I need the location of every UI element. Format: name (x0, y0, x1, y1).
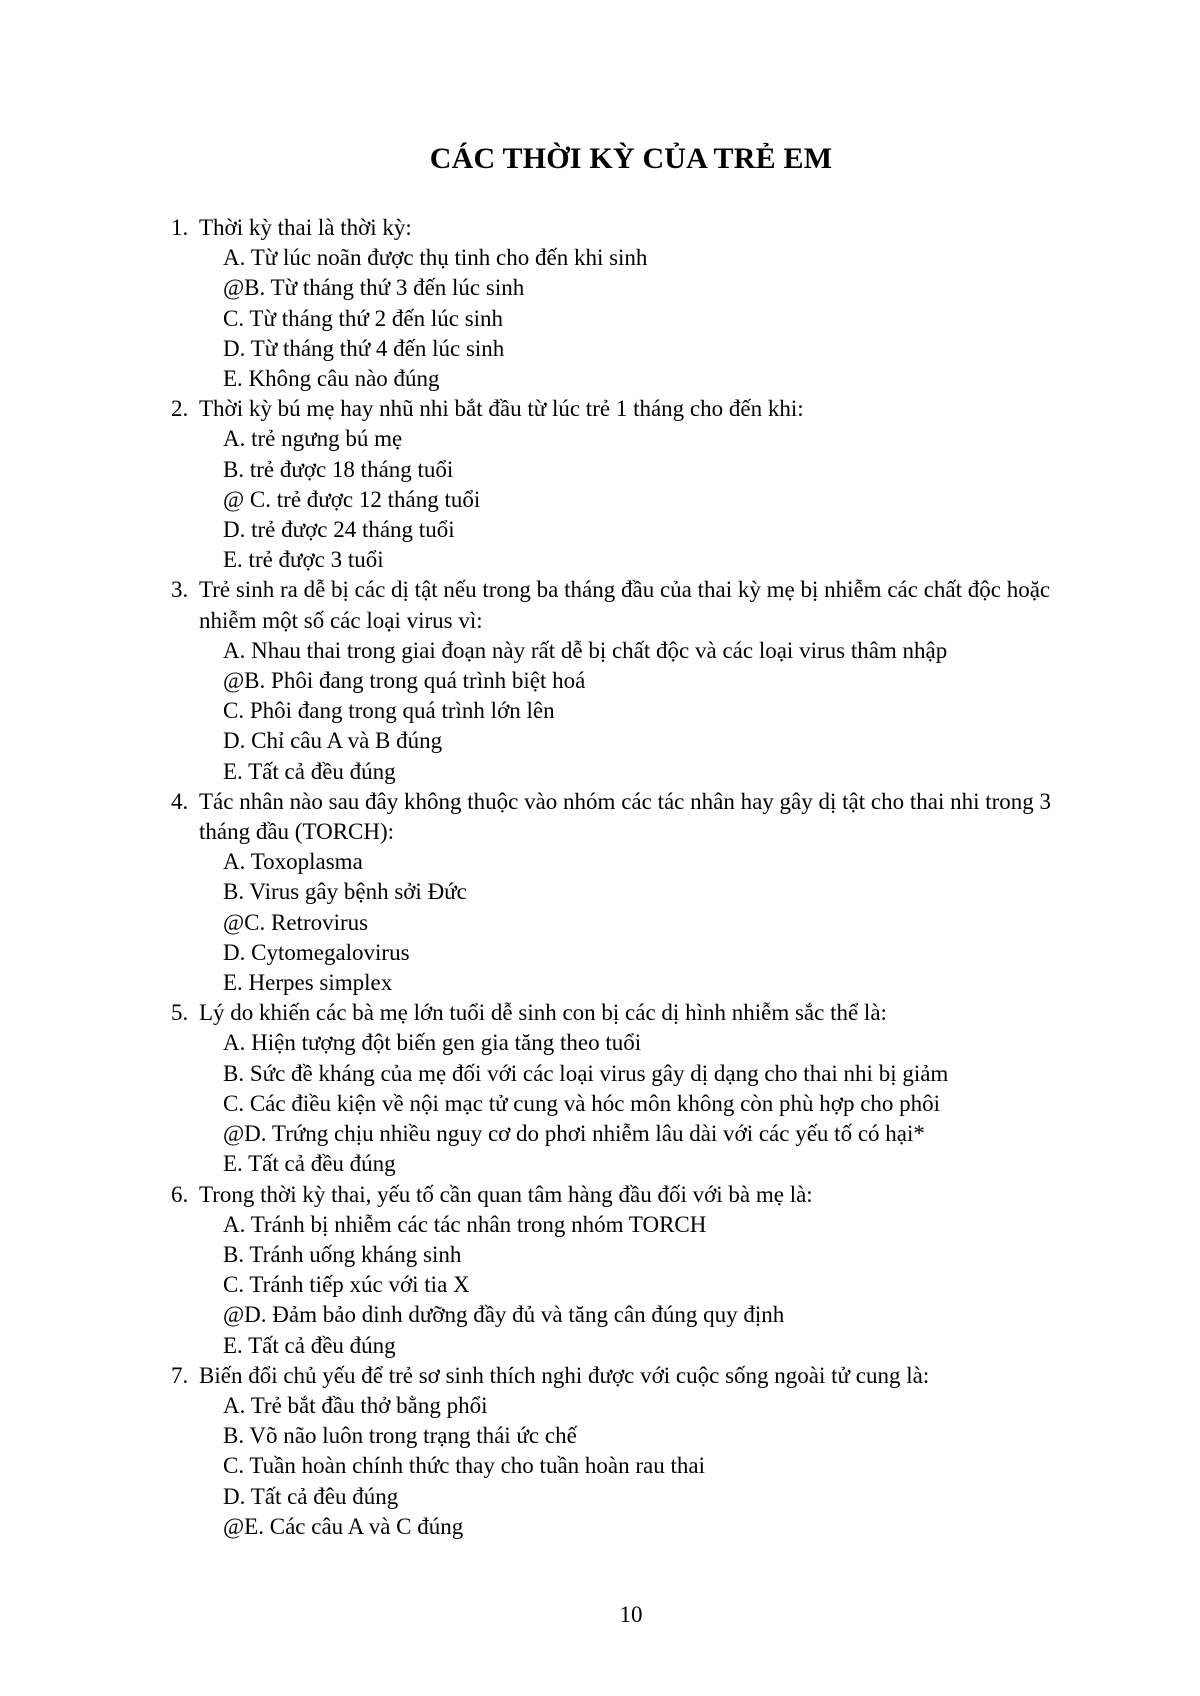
answer-option: A. Nhau thai trong giai đoạn này rất dễ bị chất độc và các loại virus thâm nhập (223, 637, 948, 663)
answer-option: D. Tất cả đêu đúng (223, 1483, 399, 1509)
page-number: 10 (619, 1602, 643, 1627)
answer-option: E. Tất cả đều đúng (223, 758, 396, 784)
question-text: Thời kỳ bú mẹ hay nhũ nhi bắt đầu từ lúc trẻ 1 tháng cho đến khi: (199, 396, 804, 422)
option-list (171, 424, 1091, 575)
option-list (171, 847, 1091, 998)
answer-option: D. trẻ được 24 tháng tuổi (223, 517, 455, 543)
question-1 (171, 213, 1091, 394)
question-stem (171, 1180, 1091, 1210)
question-7 (171, 1361, 1091, 1542)
answer-option: E. Herpes simplex (223, 970, 393, 996)
question-number: 7. (171, 1362, 189, 1388)
question-text: Tác nhân nào sau đây không thuộc vào nhóm các tác nhân hay gây dị tật cho thai nhi trong 3 tháng đầu (TORCH): (199, 788, 1052, 845)
answer-option: @C. Retrovirus (223, 909, 369, 935)
question-number: 2. (171, 396, 189, 422)
answer-option: E. Tất cả đều đúng (223, 1332, 396, 1358)
option-list (171, 636, 1091, 787)
answer-option: C. Tuần hoàn chính thức thay cho tuần hoàn rau thai (223, 1453, 705, 1479)
option-list (171, 243, 1091, 394)
option-list (171, 1210, 1091, 1361)
answer-option: E. Tất cả đều đúng (223, 1151, 396, 1177)
question-stem (171, 998, 1091, 1028)
question-text: Trẻ sinh ra dễ bị các dị tật nếu trong ba tháng đầu của thai kỳ mẹ bị nhiễm các chất độc hoặc nhiễm một số các loại virus vì: (199, 577, 1051, 633)
question-number: 3. (171, 577, 189, 603)
question-stem (171, 575, 1091, 635)
question-5 (171, 998, 1091, 1179)
question-6 (171, 1180, 1091, 1361)
answer-option: A. Hiện tượng đột biến gen gia tăng theo tuổi (223, 1030, 642, 1056)
option-list (171, 1028, 1091, 1179)
answer-option: C. Các điều kiện về nội mạc tử cung và hóc môn không còn phù hợp cho phôi (223, 1090, 941, 1116)
answer-option: @D. Đảm bảo dinh dưỡng đầy đủ và tăng cân đúng quy định (223, 1302, 785, 1328)
answer-option: E. Không câu nào đúng (223, 366, 440, 392)
answer-option: @B. Phôi đang trong quá trình biệt hoá (223, 668, 586, 694)
answer-option: B. trẻ được 18 tháng tuổi (223, 456, 454, 482)
question-stem (171, 394, 1091, 424)
question-list (171, 213, 1091, 1542)
question-3 (171, 575, 1091, 786)
question-text: Biến đổi chủ yếu để trẻ sơ sinh thích nghi được với cuộc sống ngoài tử cung là: (199, 1362, 930, 1388)
answer-option: A. Toxoplasma (223, 849, 363, 875)
question-number: 6. (171, 1181, 189, 1207)
answer-option: @D. Trứng chịu nhiều nguy cơ do phơi nhiễm lâu dài với các yếu tố có hại* (223, 1121, 925, 1147)
question-number: 1. (171, 215, 189, 240)
answer-option: B. Võ não luôn trong trạng thái ức chế (223, 1423, 577, 1449)
question-text: Lý do khiến các bà mẹ lớn tuổi dễ sinh con bị các dị hình nhiễm sắc thể là: (199, 1000, 887, 1026)
answer-option: D. Từ tháng thứ 4 đến lúc sinh (223, 335, 505, 361)
question-text: Thời kỳ thai là thời kỳ: (199, 215, 412, 240)
question-4 (171, 787, 1091, 998)
answer-option: @B. Từ tháng thứ 3 đến lúc sinh (223, 275, 525, 301)
answer-option: A. Tránh bị nhiễm các tác nhân trong nhóm TORCH (223, 1211, 707, 1237)
option-list (171, 1391, 1091, 1542)
answer-option: B. Sức đề kháng của mẹ đối với các loại virus gây dị dạng cho thai nhi bị giảm (223, 1060, 949, 1086)
question-stem (171, 213, 1091, 243)
answer-option: C. Tránh tiếp xúc với tia X (223, 1272, 470, 1298)
answer-option: @E. Các câu A và C đúng (223, 1513, 464, 1539)
answer-option: D. Cytomegalovirus (223, 939, 410, 965)
page-title: CÁC THỜI KỲ CỦA TRẺ EM (429, 142, 833, 175)
question-stem (171, 1361, 1091, 1391)
question-2 (171, 394, 1091, 575)
answer-option: D. Chỉ câu A và B đúng (223, 728, 443, 754)
answer-option: E. trẻ được 3 tuổi (223, 547, 384, 573)
question-stem (171, 787, 1091, 847)
question-number: 4. (171, 788, 189, 814)
answer-option: A. Trẻ bắt đầu thở bằng phổi (223, 1392, 488, 1418)
answer-option: B. Virus gây bệnh sởi Đức (223, 879, 467, 905)
answer-option: A. trẻ ngưng bú mẹ (223, 426, 403, 452)
answer-option: C. Phôi đang trong quá trình lớn lên (223, 698, 555, 724)
question-text: Trong thời kỳ thai, yếu tố cần quan tâm hàng đầu đối với bà mẹ là: (199, 1181, 813, 1207)
answer-option: B. Tránh uống kháng sinh (223, 1241, 462, 1267)
answer-option: C. Từ tháng thứ 2 đến lúc sinh (223, 305, 504, 331)
answer-option: A. Từ lúc noãn được thụ tinh cho đến khi sinh (223, 245, 648, 271)
question-number: 5. (171, 1000, 189, 1026)
answer-option: @ C. trẻ được 12 tháng tuổi (223, 486, 481, 512)
